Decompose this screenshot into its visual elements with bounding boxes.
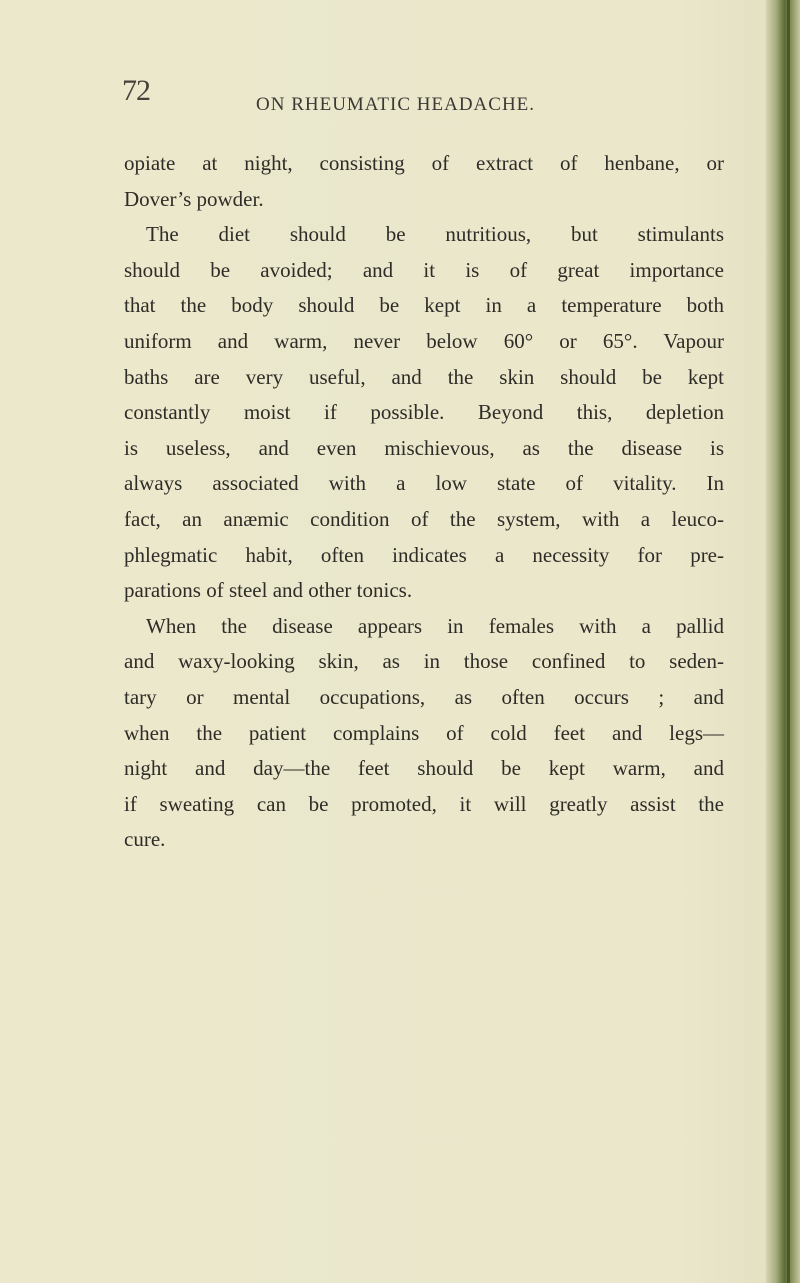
text-line: phlegmatic habit, often indicates a necessity for pre- [124, 542, 724, 567]
text-line: night and day—the feet should be kept warm, and [124, 756, 724, 781]
text-line: that the body should be kept in a temperature both [124, 293, 724, 318]
page-number: 72 [122, 74, 150, 107]
text-line: tary or mental occupations, as often occurs ; and [124, 684, 724, 709]
text-line: always associated with a low state of vitality. In [124, 471, 724, 496]
text-line: if sweating can be promoted, it will greatly assist the [124, 791, 724, 816]
binding-shadow [787, 0, 790, 1283]
text-line: Dover’s powder. [124, 186, 264, 211]
text-line: when the patient complains of cold feet and legs— [124, 720, 724, 745]
text-line: uniform and warm, never below 60° or 65°. Vapour [124, 328, 724, 353]
text-line: should be avoided; and it is of great importance [124, 257, 724, 282]
text-line: constantly moist if possible. Beyond this, depletion [124, 400, 724, 425]
text-line: and waxy-looking skin, as in those confined to seden- [124, 649, 724, 674]
text-line: is useless, and even mischievous, as the disease is [124, 435, 724, 460]
text-line: fact, an anæmic condition of the system, with a leuco- [124, 506, 724, 531]
text-line: parations of steel and other tonics. [124, 578, 413, 603]
body-text [124, 146, 724, 858]
text-line: baths are very useful, and the skin should be kept [124, 364, 724, 389]
text-line: cure. [124, 827, 166, 852]
text-line: When the disease appears in females with a pallid [146, 613, 724, 638]
running-title: ON RHEUMATIC HEADACHE. [256, 94, 536, 115]
text-line: The diet should be nutritious, but stimulants [146, 222, 724, 247]
text-line: opiate at night, consisting of extract of henbane, or [124, 151, 724, 175]
page-gutter-edge [766, 0, 800, 1283]
